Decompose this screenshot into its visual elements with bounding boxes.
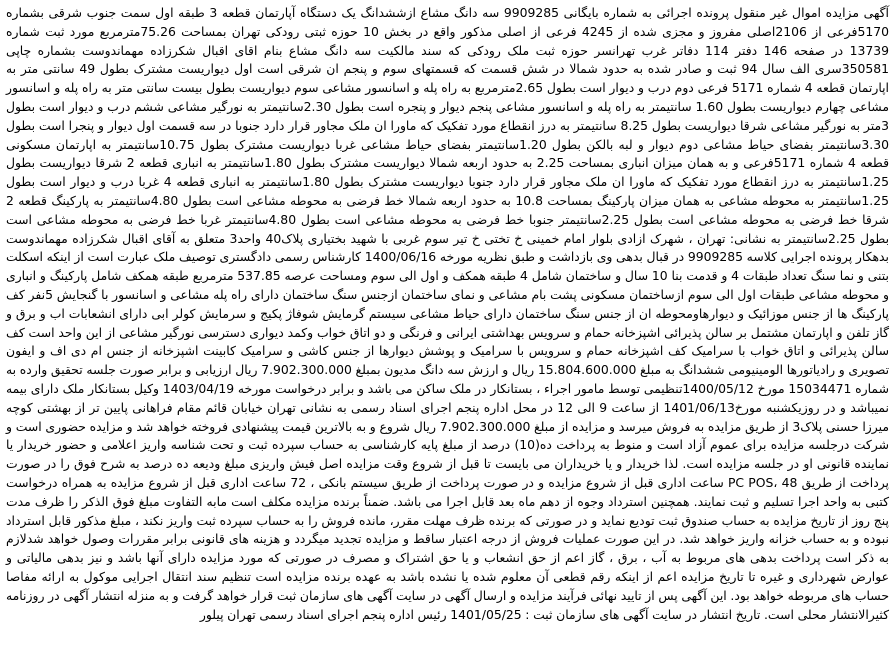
auction-notice (6, 4, 889, 624)
auction-notice-text: آگهی مزایده اموال غیر منقول پرونده اجرائی به شماره بایگانی 9909285 سه دانگ مشاع ازششدانگ یک دستگاه آپارتمان قطعه 3 طبقه اول سمت جنوب شرقی بشماره 5170فرعی از 2106اصلی مفروز و مجزی شده از 4245 فرعی از اصلی مذکور واقع در بخش 10 حوزه ثبتی رودکی تهران بمساحت 75.26مترمربع مورد ثبت شماره 13739 در صفحه 146 دفتر 114 دفاتر غرب تهرانسر حوزه ثبت ملک رودکی که سند مالکیت سه دانگ مشاع بنام اقای اقبال شکرزاده مهماندوست بشماره چاپی 350581سری الف سال 94 ثبت و صادر شده به حدود شمالا در شش قسمت که قسمتهای سوم و پنجم ان شرقی است اول دیواریست مشترک بطول 49 سانتی متر به اپارتمان قطعه 4 شماره 5171 فرعی دوم درب و دیوار است بطول 2.65مترمربع به راه پله و اسانسور مشاعی سوم دیواریست بطول بیست سانتی متر به راه پله و اسانسور مشاعی چهارم دیواریست بطول 1.60 سانتیمتر به راه پله و اسانسور مشاعی پنجم دیوار و پنجره است بطول 2.30سانتیمتر به نورگیر مشاعی ششم درب و دیوار است بطول 3متر به نورگیر مشاعی شرقا دیواریست بطول 8.25 سانتیمتر به درز انقطاع مورد تفکیک که ماورا ان ملک مجاور قرار دارد جنوبا در سه قسمت اول دیوار و پنجرا است بطول 3.30سانتیمتر بفضای حیاط مشاعی دوم دیوار و لبه بالکن بطول 1.20سانتیمتر بفضای حیاط مشاعی غربا دیواریست مشترک بطول 10.75سانتیمتر به اپارتمان مسکونی قطعه 4 شماره 5171فرعی و به همان میزان انباری بمساحت 2.25 به حدود اربعه شمالا دیواریست مشترک بطول 1.80سانتیمتر به انباری قطعه 2 شرقا دیواریست بطول 1.25سانتیمتر به درز انقطاع مورد تفکیک که ماورا ان ملک مجاور قرار دارد جنوبا دیواریست مشترک بطول 1.80سانتیمتر به انباری قطعه 4 غربا درب و دیوار است بطول 1.25سانتیمتر به محوطه مشاعی به همان میزان پارکینگ بمساحت 10.8 به حدود اربعه شمالا خط فرضی به محوطه مشاعی است بطول 4.80سانتیمتر به پارکینگ قطعه 2 شرقا خط فرضی به محوطه مشاعی است بطول 2.25سانتیمتر جنوبا خط فرضی به محوطه مشاعی است بطول 4.80سانتیمتر غربا خط فرضی به محوطه مشاعی است بطول 2.25سانتیمتر به نشانی: تهران ، شهرک ازادی بلوار امام خمینی خ تختی خ تیر سوم غربی با شهید بختیاری پلاک40 واحد3 متعلق به آقای اقبال شکرزاده مهماندوست بدهکار پرونده اجرایی کلاسه 9909285 در قبال بدهی وی بازداشت و طبق نظریه مورخه 1400/06/16 کارشناس رسمی دادگستری توصیف ملک عبارت است از اینکه اسکلت بتنی و نما سنگ تعداد طبقات 4 و قدمت بنا 10 سال و ساختمان شامل 4 طبقه همکف و اول الی سوم ومساحت عرصه 537.85 مترمربع طبقه همکف شامل پارکینگ و انباری و محوطه مشاعی طبقات اول الی سوم ازساختمان مسکونی پشت بام مشاعی و نمای ساختمان ازجنس سنگ ساختمان دارای راه پله مشاعی و اسانسور با گنجایش 5نفر کف پارکینگ ها از جنس موزائیک و دیوارهاومحوطه ان از جنس سنگ ساختمان دارای حیاط مشاعی سیستم گرمایش شوفاژ پکیج و سرمایش کولر ابی دارای انشعابات اب و برق و گاز تلفن و اپارتمان مشتمل بر سالن پذیرائی اشپزخانه حمام و سرویس بهداشتی ایرانی و فرنگی و دو اتاق خواب وکمد دیواری دسترسی نورگیر مشاعی از این واحد است کف سالن پذیرائی و اتاق خواب با سرامیک کف اشپزخانه حمام و سرویس با سرامیک و پوشش دیوارها از جنس کاشی و سرامیک کابینت اشپزخانه از جنس ام دی اف و ایفون تصویری و رادیاتورها الومینیومی ششدانگ به مبلغ 15.804.600.000 ریال و ارزش سه دانگ مدیون بمبلغ 7.902.300.000 ریال ارزیابی و برابر صورت جلسه تحقیق وارده به شماره 15034471 مورخ 1400/05/12تنظیمی توسط مامور اجراء ، بستانکار در ملک ساکن می باشد و برابر درخواست مورخه 1403/04/19 وکیل بستانکار ملک دارای بیمه نمیباشد و در روزیکشنبه مورخ1401/06/13 از ساعت 9 الی 12 در محل اداره پنجم اجرای اسناد رسمی به نشانی تهران خیابان قائم مقام فراهانی پایین تر از بهشتی کوچه میرزا حسنی پلاک3 از طریق مزایده به فروش میرسد و مزایده از مبلغ 7.902.300.000 ریال شروع و به بالاترین قیمت پیشنهادی فروخته خواهد شد و مزایده حضوری است و شرکت درجلسه مزایده برای عموم آزاد است و منوط به پرداخت ده(10) درصد از مبلغ پایه کارشناسی به حساب سپرده ثبت و تحت شناسه واریز اعلامی و حضور خریدار یا نماینده قانونی او در جلسه مزایده است. لذا خریدار و یا خریداران می بایست تا قبل از شروع وقت مزایده اصل فیش واریزی مبلغ ودیعه ده درصد به شرح فوق را در صورت پرداخت از طریق PC POS، 48 ساعت اداری قبل از شروع مزایده و در صورت پرداخت از طریق سیستم بانکی ، 72 ساعت اداری قبل از شروع مزایده به همراه درخواست کتبی به واحد اجرا تسلیم و ثبت نمایند. همچنین استرداد وجوه از دهم ماه بعد قابل اجرا می باشد. ضمناً برنده مزایده مکلف است مابه التفاوت مبلغ فوق الذکر را ظرف مدت پنج روز از تاریخ مزایده به حساب صندوق ثبت تودیع نماید و در صورتی که برنده ظرف مهلت مقرر، مانده فروش را به حساب سپرده ثبت واریز نکند ، مبلغ مذکور قابل استرداد نبوده و به حساب خزانه واریز خواهد شد. در این صورت عملیات فروش از درجه اعتبار ساقط و مزایده تجدید میگردد و هزینه های قانونی برابر مقررات وصول خواهد شدلازم به ذکر است پرداخت بدهی های مربوط به آب ، برق ، گاز اعم از حق انشعاب و یا حق اشتراک و مصرف در صورتی که مورد مزایده دارای آنها باشد و نیز بدهی مالیاتی و عوارض شهرداری و غیره تا تاریخ مزایده اعم از اینکه رقم قطعی آن معلوم شده یا نشده باشد به عهده برنده مزایده است تنظیم سند انتقال اجرایی موکول به ارائه مفاصا حساب های مربوطه خواهد بود. این آگهی پس از تایید نهائی فرآیند مزایده و ارسال آگهی در سایت آگهی های سازمان ثبت قرار خواهد گرفت و به منزله انتشار آگهی در روزنامه کثیرالانتشار محلی است. تاریخ انتشار در سایت آگهی های سازمان ثبت : 1401/05/25 رئیس اداره پنجم اجرای اسناد رسمی تهران پیلور (6, 5, 890, 622)
